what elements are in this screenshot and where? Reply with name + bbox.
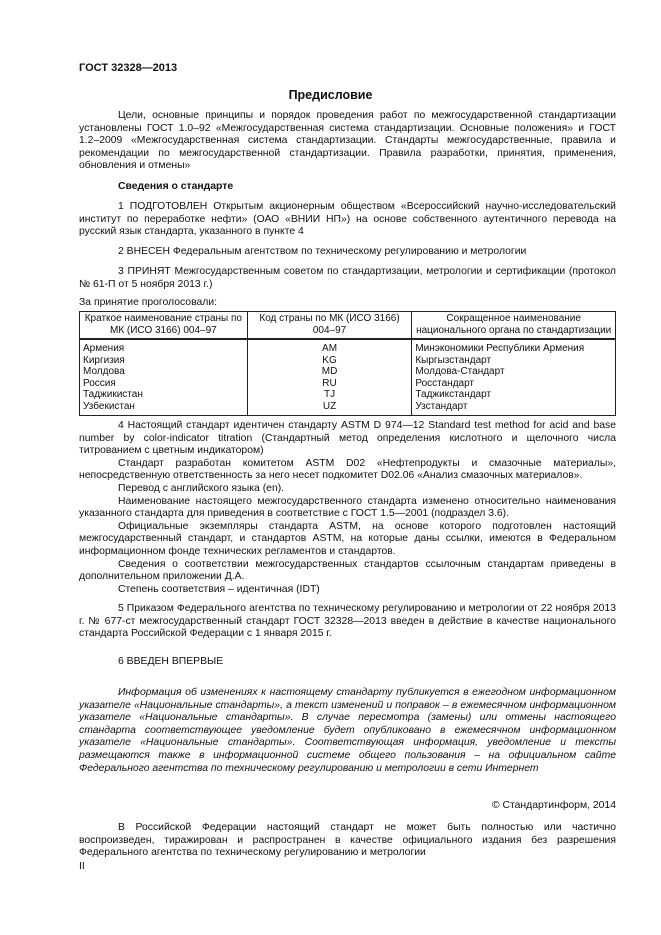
item4-paragraph-4: Наименование настоящего межгосударственного стандарта изменено относительно наименования указанного стандарта для приведения в соответствие с ГОСТ 1.5—2001 (подраздел 3.6).: [79, 495, 616, 520]
table-header-code: Код страны по МК (ИСО 3166) 004–97: [247, 312, 412, 340]
intro-paragraph: Цели, основные принципы и порядок проведения работ по межгосударственной стандартизации установлены ГОСТ 1.0–92 «Межгосударственная система стандартизации. Основные положения» и ГОСТ 1.2–2009 «Межгосударственная система стандартизации. Стандарты межгосударственные, правила и рекомендации по межгосударственной стандартизации. Правила разработки, принятия, применения, обновления и отмены»: [79, 110, 616, 172]
item6-paragraph: 6 ВВЕДЕН ВПЕРВЫЕ: [118, 656, 224, 667]
table-cell-country: Армения: [80, 339, 248, 355]
table-header-row: [80, 312, 616, 340]
table-cell-code: RU: [247, 378, 412, 390]
page-number: II: [79, 861, 85, 872]
table-header-body: Сокращенное наименование национального органа по стандартизации: [412, 312, 616, 340]
table-cell-body: Кыргызстандарт: [412, 355, 616, 367]
table-row: [80, 401, 616, 416]
table-cell-code: KG: [247, 355, 412, 367]
table-cell-code: UZ: [247, 401, 412, 416]
page-number-block: [79, 861, 616, 874]
table-cell-country: Киргизия: [80, 355, 248, 367]
table-cell-code: AM: [247, 339, 412, 355]
table-cell-body: Таджикстандарт: [412, 389, 616, 401]
section-heading-block: [79, 181, 616, 194]
item4-paragraph-2: Стандарт разработан комитетом ASTM D02 «Нефтепродукты и смазочные материалы», непосредственную ответственность за него несет подкомитет D02.06 «Анализ смазочных материалов».: [79, 457, 616, 482]
item5-paragraph: 5 Приказом Федерального агентства по техническому регулированию и метрологии от 22 ноября 2013 г. № 677-ст межгосударственный стандарт ГОСТ 32328—2013 введен в действие в качестве национального стандарта Российской Федерации с 1 января 2015 г.: [79, 603, 616, 640]
page-title: Предисловие: [288, 88, 373, 102]
item2-paragraph: 2 ВНЕСЕН Федеральным агентством по техническому регулированию и метрологии: [118, 246, 527, 257]
item4-paragraph-5: Официальные экземпляры стандарта ASTM, на основе которого подготовлен настоящий межгосударственный стандарт, и стандартов ASTM, на которые даны ссылки, имеются в Федеральном информационном фонде технических регламентов и стандартов.: [79, 520, 616, 557]
section-heading: Сведения о стандарте: [118, 181, 234, 192]
info-note-block: [79, 687, 616, 775]
item1-block: [79, 201, 616, 239]
footer-note-block: [79, 822, 616, 860]
item4-paragraph-3: Перевод с английского языка (en).: [118, 482, 285, 494]
table-cell-body: Узстандарт: [412, 401, 616, 416]
footer-note: В Российской Федерации настоящий стандарт не может быть полностью или частично воспроизведен, тиражирован и распространен в качестве официального издания без разрешения Федерального агентства по техническому регулированию и метрологии: [79, 822, 616, 859]
table-cell-country: Россия: [80, 378, 248, 390]
table-row: [80, 355, 616, 367]
table-row: [80, 389, 616, 401]
table-cell-country: Узбекистан: [80, 401, 248, 416]
table-cell-body: Молдова-Стандарт: [412, 366, 616, 378]
table-cell-body: Росстандарт: [412, 378, 616, 390]
item4-paragraph-6: Сведения о соответствии межгосударственных стандартов ссылочным стандартам приведены в дополнительном приложении Д.А.: [79, 558, 616, 583]
table-cell-body: Минэкономики Республики Армения: [412, 339, 616, 355]
countries-table: [79, 311, 616, 416]
item4-paragraph-7: Степень соответствия – идентичная (IDT): [118, 583, 320, 595]
copyright: © Стандартинформ, 2014: [491, 800, 616, 811]
table-row: [80, 378, 616, 390]
countries-table-block: [79, 311, 616, 416]
document-header: ГОСТ 32328—2013: [79, 62, 178, 74]
item2-block: [79, 246, 616, 259]
item4-block: [79, 420, 616, 596]
item4-paragraph-1: 4 Настоящий стандарт идентичен стандарту ASTM D 974—12 Standard test method for acid and base number by color-indicator titration (Стандартный метод определения кислотного и щелочного числа титрованием с цветным индикатором): [79, 420, 616, 457]
table-row: [80, 339, 616, 355]
table-cell-code: MD: [247, 366, 412, 378]
item6-block: [79, 656, 616, 669]
vote-label-block: [79, 297, 616, 310]
table-row: [80, 366, 616, 378]
info-note: Информация об изменениях к настоящему стандарту публикуется в ежегодном информационном указателе «Национальные стандарты», а текст изменений и поправок – в ежемесячном информационном указателе «Национальные стандарты». В случае пересмотра (замены) или отмены настоящего стандарта соответствующее уведомление будет опубликовано в ежемесячном информационном указателе «Национальные стандарты». Соответствующая информация, уведомление и тексты размещаются также в информационной системе общего пользования – на официальном сайте Федерального агентства по техническому регулированию и метрологии в сети Интернет: [79, 687, 616, 774]
item3-block: [79, 266, 616, 291]
copyright-block: [79, 800, 616, 813]
table-cell-code: TJ: [247, 389, 412, 401]
intro-block: [79, 110, 616, 173]
table-cell-country: Молдова: [80, 366, 248, 378]
table-header-country: Краткое наименование страны по МК (ИСО 3166) 004–97: [80, 312, 248, 340]
table-cell-country: Таджикистан: [80, 389, 248, 401]
item3-paragraph: 3 ПРИНЯТ Межгосударственным советом по стандартизации, метрологии и сертификации (протокол № 61-П от 5 ноября 2013 г.): [79, 266, 616, 290]
vote-label: За принятие проголосовали:: [79, 297, 218, 308]
item1-paragraph: 1 ПОДГОТОВЛЕН Открытым акционерным обществом «Всероссийский научно-исследовательский институт по переработке нефти» (ОАО «ВНИИ НП») на основе собственного аутентичного перевода на русский язык стандарта, указанного в пункте 4: [79, 201, 616, 238]
item5-block: [79, 603, 616, 641]
